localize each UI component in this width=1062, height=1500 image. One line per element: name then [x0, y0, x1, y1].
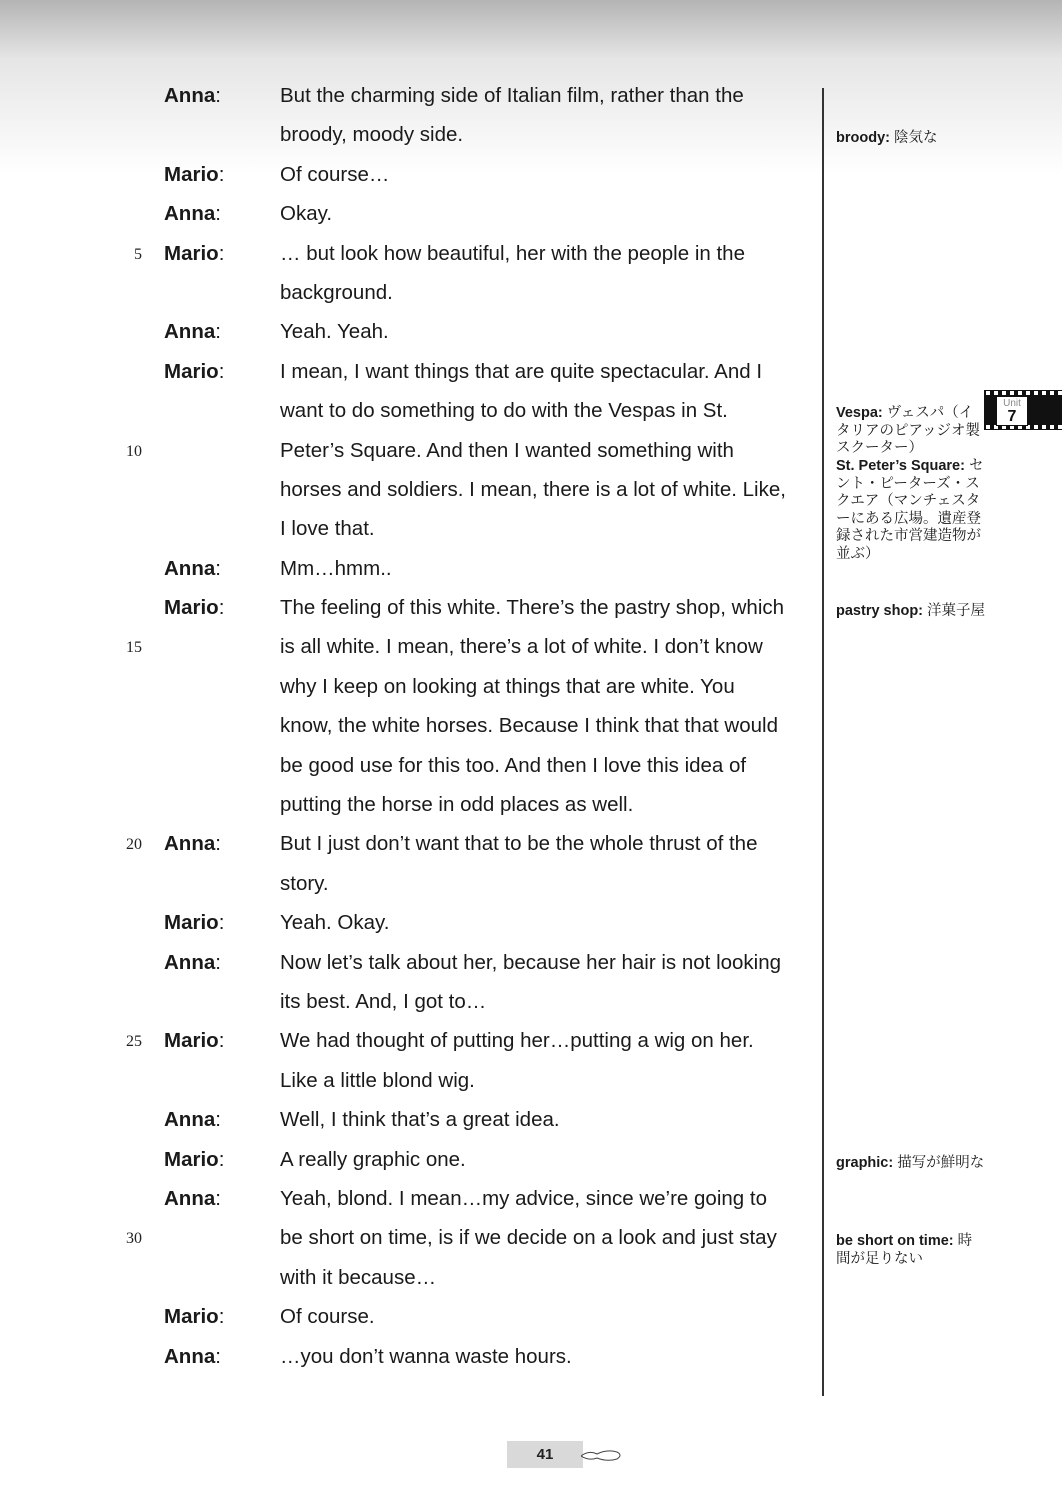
transcript-line	[0, 1063, 820, 1102]
transcript-line	[0, 905, 820, 944]
speaker-name: Mario	[164, 596, 219, 620]
unit-number: 7	[1007, 408, 1017, 425]
gloss-term: broody:	[836, 130, 890, 146]
transcript-line	[0, 748, 820, 787]
dialogue-text: We had thought of putting her…putting a wig on her.	[280, 1029, 754, 1053]
dialogue-text: I love that.	[280, 517, 375, 541]
dialogue-text: … but look how beautiful, her with the people in the	[280, 241, 745, 265]
page-ornament-icon	[581, 1448, 623, 1464]
speaker-label: Mario:	[164, 911, 225, 935]
unit-label: Unit	[1003, 398, 1021, 409]
gloss-be-short-on-time	[836, 1233, 986, 1268]
dialogue-text: Okay.	[280, 202, 333, 226]
transcript-line	[0, 1142, 820, 1181]
transcript-line	[0, 826, 820, 865]
dialogue-text: Yeah. Okay.	[280, 911, 390, 935]
speaker-label: Mario:	[164, 1147, 225, 1171]
transcript-line	[0, 78, 820, 117]
line-number: 20	[126, 836, 142, 854]
speaker-label: Anna:	[164, 202, 221, 226]
speaker-label: Mario:	[164, 359, 225, 383]
dialogue-text: story.	[280, 871, 329, 895]
gloss-meaning: 描写が鮮明な	[893, 1155, 985, 1171]
gloss-meaning: 時間が足りない	[836, 1233, 973, 1267]
transcript-line	[0, 669, 820, 708]
dialogue-text: Well, I think that’s a great idea.	[280, 1108, 560, 1132]
gloss-graphic	[836, 1155, 986, 1173]
speaker-name: Anna	[164, 832, 216, 856]
dialogue-text: Now let’s talk about her, because her hair is not looking	[280, 950, 782, 974]
speaker-name: Anna	[164, 1344, 216, 1368]
gloss-meaning: ヴェスパ（イタリアのピアッジオ製スクーター）	[836, 405, 980, 456]
dialogue-text: its best. And, I got to…	[280, 989, 487, 1013]
speaker-label: Mario:	[164, 241, 225, 265]
dialogue-text: why I keep on looking at things that are white. You	[280, 674, 735, 698]
speaker-label: Anna:	[164, 1344, 221, 1368]
dialogue-text: want to do something to do with the Vespas in St.	[280, 399, 728, 423]
gloss-meaning: 洋菓子屋	[923, 603, 986, 619]
dialogue-text: Mm…hmm..	[280, 556, 392, 580]
speaker-label: Anna:	[164, 556, 221, 580]
dialogue-text: with it because…	[280, 1265, 437, 1289]
speaker-label: Anna:	[164, 84, 221, 107]
gloss-term: graphic:	[836, 1155, 894, 1171]
speaker-name: Anna	[164, 84, 216, 107]
transcript-line	[0, 866, 820, 905]
transcript-line	[0, 787, 820, 826]
speaker-label: Anna:	[164, 1186, 221, 1210]
gloss-term: pastry shop:	[836, 603, 924, 619]
transcript-line	[0, 511, 820, 550]
gloss-broody	[836, 130, 986, 148]
line-number: 25	[126, 1033, 142, 1051]
dialogue-text: I mean, I want things that are quite spectacular. And I	[280, 359, 763, 383]
transcript-line	[0, 984, 820, 1023]
speaker-name: Mario	[164, 911, 219, 935]
dialogue-text: is all white. I mean, there’s a lot of white. I don’t know	[280, 635, 763, 659]
speaker-name: Anna	[164, 556, 216, 580]
transcript-line	[0, 433, 820, 472]
speaker-label: Mario:	[164, 1305, 225, 1329]
transcript-line	[0, 314, 820, 353]
speaker-label: Mario:	[164, 1029, 225, 1053]
transcript-line	[0, 157, 820, 196]
transcript-line	[0, 354, 820, 393]
speaker-name: Mario	[164, 241, 219, 265]
dialogue-text: Of course…	[280, 162, 390, 186]
gloss-meaning: セント・ピーターズ・スクエア（マンチェスターにある広場。遺産登録された市営建造物が並ぶ）	[836, 458, 984, 562]
dialogue-text: Yeah. Yeah.	[280, 320, 389, 344]
dialogue-text: putting the horse in odd places as well.	[280, 793, 634, 817]
speaker-name: Anna	[164, 1108, 216, 1132]
dialogue-text: Yeah, blond. I mean…my advice, since we’re going to	[280, 1186, 767, 1210]
dialogue-text: be short on time, is if we decide on a look and just stay	[280, 1226, 777, 1250]
transcript-line	[0, 236, 820, 275]
speaker-label: Anna:	[164, 950, 221, 974]
dialogue-text: …you don’t wanna waste hours.	[280, 1344, 572, 1368]
transcript-line	[0, 117, 820, 156]
transcript-line	[0, 708, 820, 747]
transcript-line	[0, 1299, 820, 1338]
transcript-line	[0, 629, 820, 668]
transcript-line	[0, 1260, 820, 1299]
line-number: 30	[126, 1230, 142, 1248]
gloss-st-peters-square	[836, 458, 986, 563]
margin-divider	[822, 88, 824, 1396]
dialogue-text: A really graphic one.	[280, 1147, 466, 1171]
gloss-term: be short on time:	[836, 1233, 954, 1249]
transcript-line	[0, 551, 820, 590]
speaker-name: Mario	[164, 1305, 219, 1329]
gloss-term: Vespa:	[836, 405, 883, 421]
transcript-line	[0, 945, 820, 984]
speaker-name: Anna	[164, 1186, 216, 1210]
dialogue-text: Peter’s Square. And then I wanted something with	[280, 438, 734, 462]
transcript-line	[0, 196, 820, 235]
dialogue-text: But the charming side of Italian film, rather than the	[280, 84, 744, 107]
film-perforation-top	[986, 391, 1062, 395]
dialogue-transcript	[0, 78, 820, 1378]
transcript-line	[0, 393, 820, 432]
gloss-term: St. Peter’s Square:	[836, 458, 965, 474]
transcript-line	[0, 1220, 820, 1259]
page-number: 41	[507, 1441, 583, 1468]
dialogue-text: be good use for this too. And then I love this idea of	[280, 753, 747, 777]
dialogue-text: know, the white horses. Because I think that that would	[280, 714, 778, 738]
dialogue-text: background.	[280, 280, 393, 304]
dialogue-text: horses and soldiers. I mean, there is a lot of white. Like,	[280, 477, 786, 501]
transcript-line	[0, 472, 820, 511]
dialogue-text: The feeling of this white. There’s the pastry shop, which	[280, 596, 785, 620]
speaker-name: Mario	[164, 162, 219, 186]
speaker-name: Anna	[164, 320, 216, 344]
dialogue-text: broody, moody side.	[280, 123, 464, 147]
speaker-label: Anna:	[164, 832, 221, 856]
speaker-label: Anna:	[164, 1108, 221, 1132]
speaker-label: Mario:	[164, 162, 225, 186]
speaker-label: Anna:	[164, 320, 221, 344]
speaker-label: Mario:	[164, 596, 225, 620]
line-number: 10	[126, 442, 142, 460]
transcript-line	[0, 275, 820, 314]
unit-box	[996, 396, 1028, 426]
transcript-line	[0, 590, 820, 629]
speaker-name: Mario	[164, 359, 219, 383]
dialogue-text: But I just don’t want that to be the whole thrust of the	[280, 832, 758, 856]
speaker-name: Mario	[164, 1029, 219, 1053]
unit-tab	[984, 390, 1062, 430]
transcript-line	[0, 1102, 820, 1141]
transcript-line	[0, 1181, 820, 1220]
gloss-meaning: 陰気な	[889, 130, 938, 146]
transcript-line	[0, 1339, 820, 1378]
transcript-line	[0, 1023, 820, 1062]
dialogue-text: Of course.	[280, 1305, 375, 1329]
gloss-pastry-shop	[836, 603, 986, 621]
speaker-name: Mario	[164, 1147, 219, 1171]
line-number: 5	[134, 245, 142, 263]
gloss-vespa	[836, 405, 986, 458]
dialogue-text: Like a little blond wig.	[280, 1068, 475, 1092]
speaker-name: Anna	[164, 950, 216, 974]
speaker-name: Anna	[164, 202, 216, 226]
line-number: 15	[126, 639, 142, 657]
